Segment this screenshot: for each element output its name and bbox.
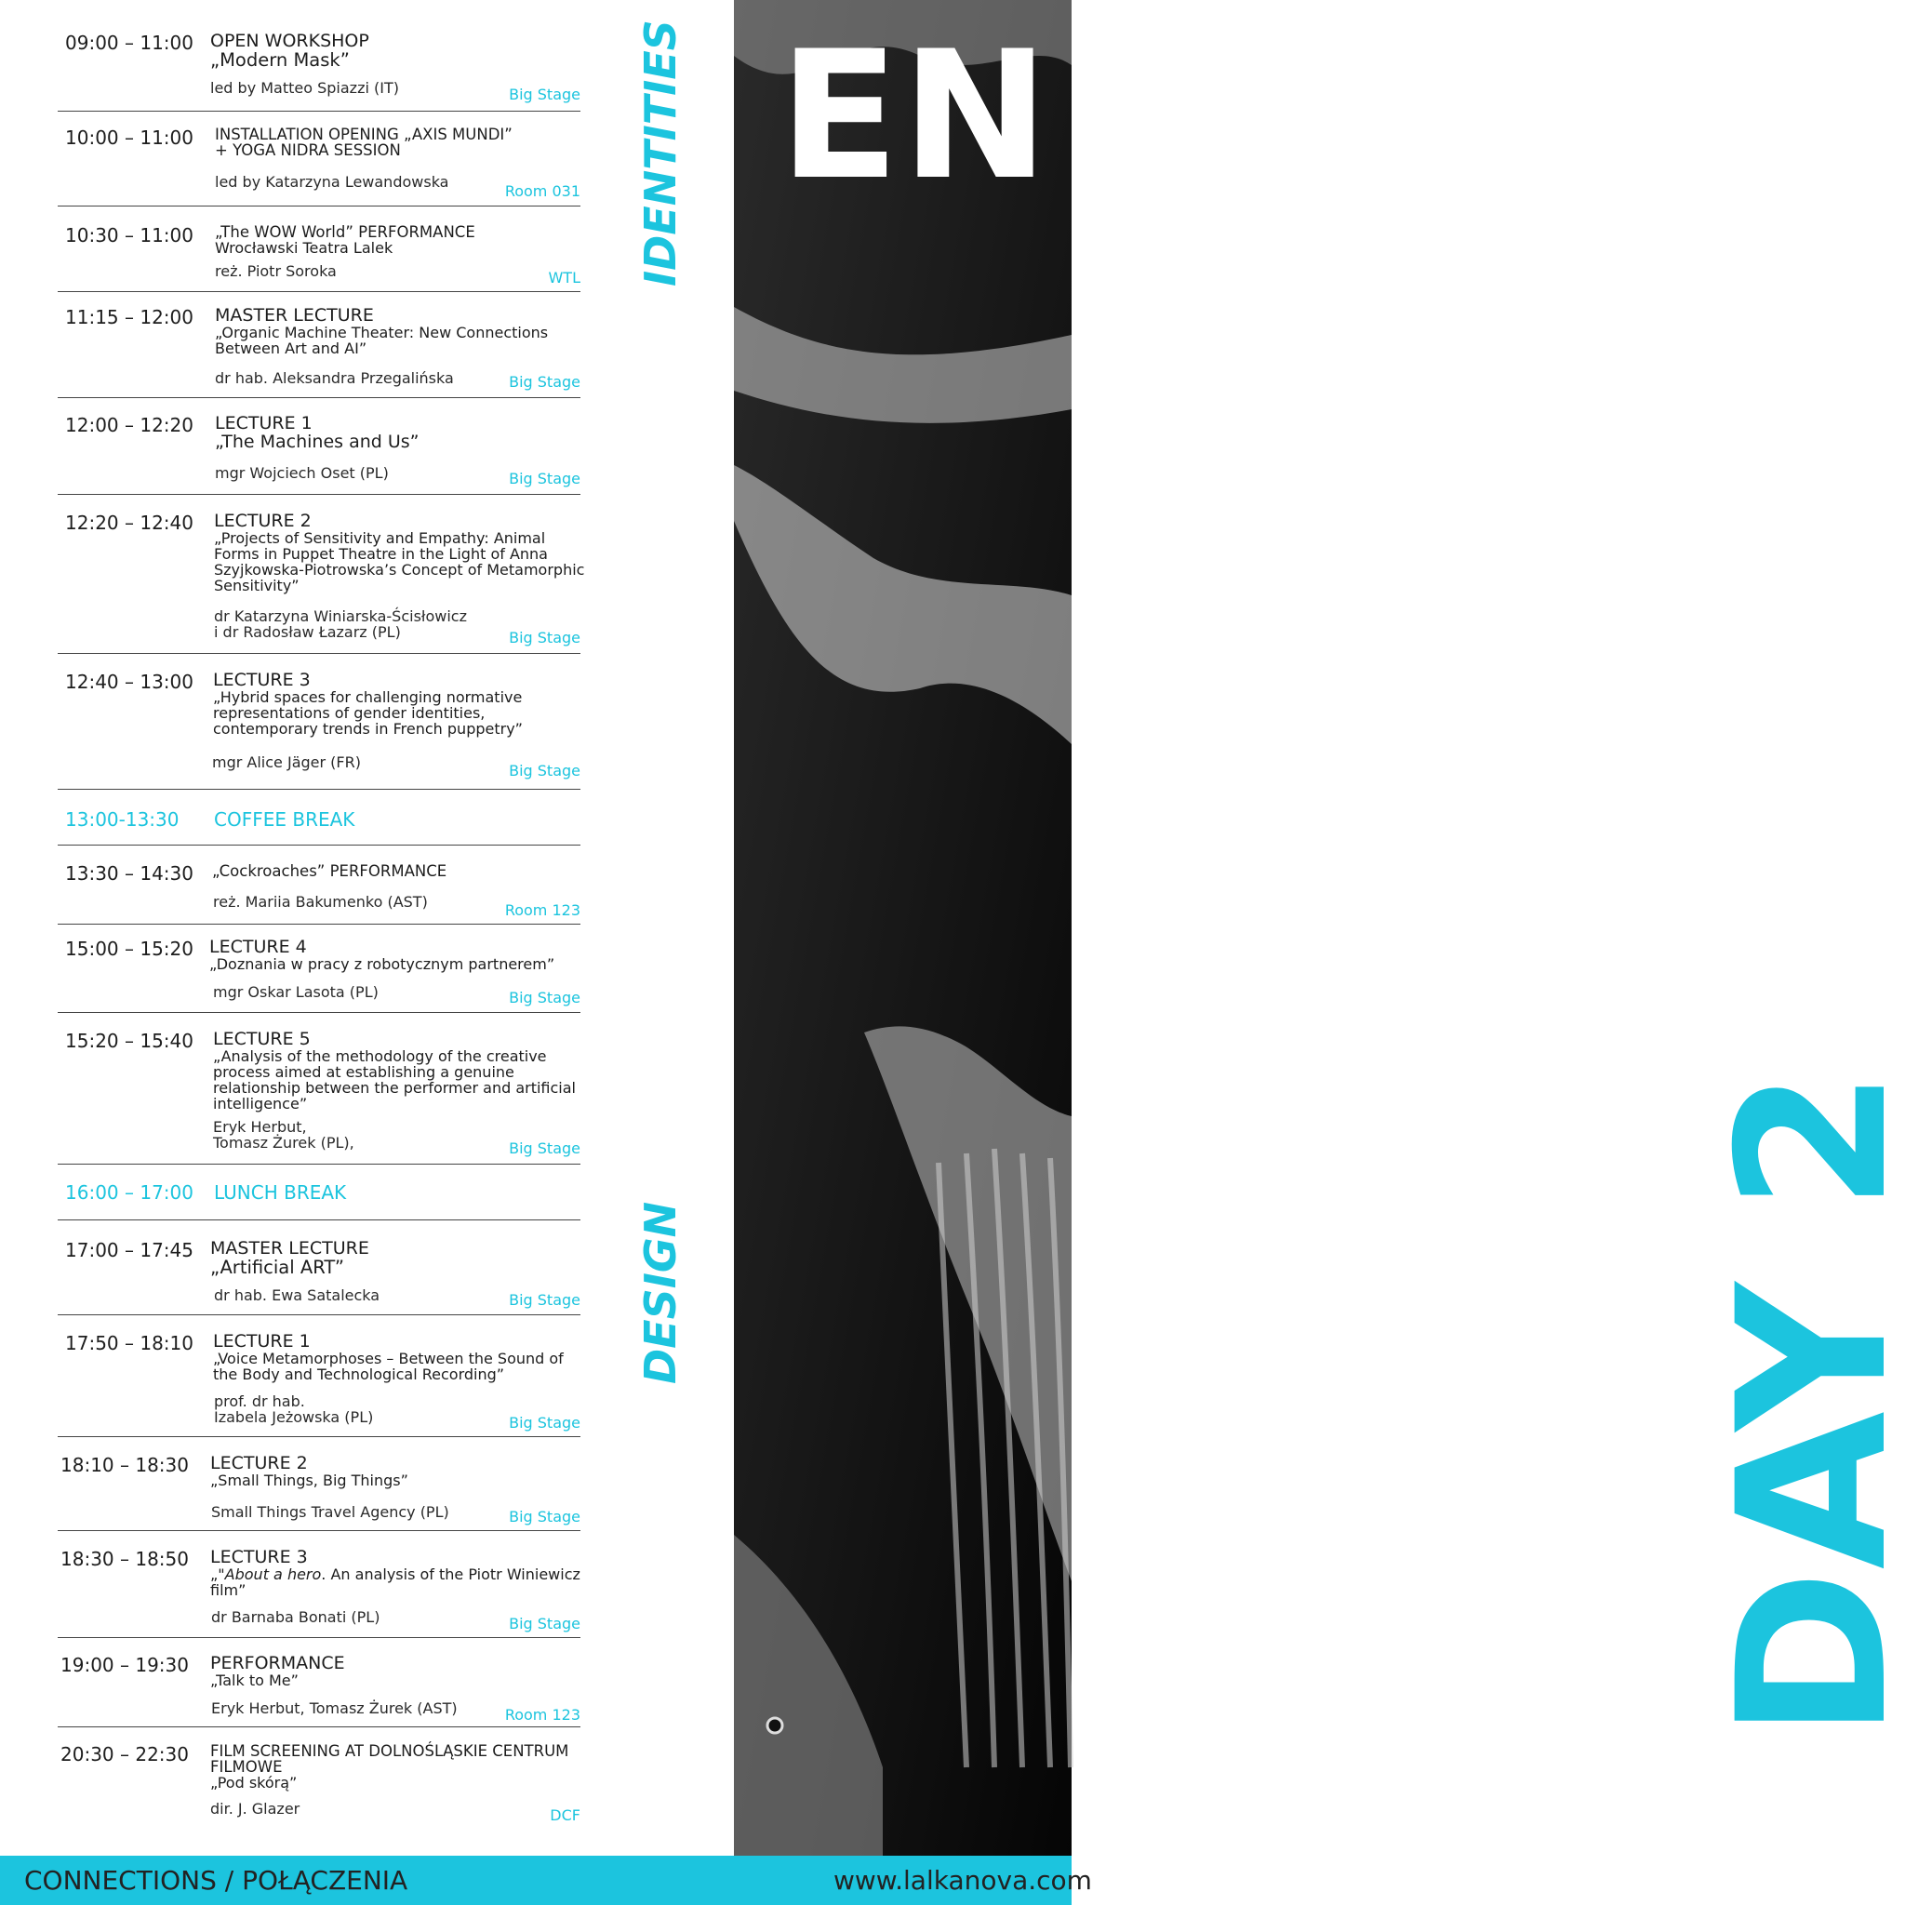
schedule-item xyxy=(58,1030,580,1165)
schedule-item xyxy=(58,938,580,1013)
session-type: LECTURE 1 xyxy=(213,1331,311,1352)
cover-photo xyxy=(734,0,1932,1868)
theme-design: DESIGN xyxy=(635,1201,686,1384)
session-lead: prof. dr hab. xyxy=(214,1392,305,1410)
session-venue: Big Stage xyxy=(509,1291,580,1309)
session-lead: mgr Oskar Lasota (PL) xyxy=(213,983,379,1001)
session-title: „Projects of Sensitivity and Empathy: Animal Forms in Puppet Theatre in the Light of Anna Szyjkowska-Piotrowska’s Concept of Metamorphic Sensitivity” xyxy=(214,529,585,594)
session-title: „Analysis of the methodology of the creative process aimed at establishing a genuine relationship between the performer and artificial intelligence” xyxy=(213,1047,576,1112)
session-type: LECTURE 3 xyxy=(210,1547,308,1567)
session-venue: Big Stage xyxy=(509,470,580,487)
puppet-photo-image xyxy=(734,0,1072,1868)
session-venue: Big Stage xyxy=(509,373,580,391)
session-title: + YOGA NIDRA SESSION xyxy=(215,141,401,159)
schedule-item xyxy=(58,414,580,495)
session-venue: Big Stage xyxy=(509,1139,580,1157)
session-time: 12:20 – 12:40 xyxy=(65,512,193,534)
session-lead: reż. Piotr Soroka xyxy=(215,262,337,280)
session-lead: dr Katarzyna Winiarska-Ścisłowicz xyxy=(214,607,467,625)
session-type: OPEN WORKSHOP xyxy=(210,31,369,51)
schedule-item xyxy=(58,1454,580,1531)
session-type: INSTALLATION OPENING „AXIS MUNDI” xyxy=(215,126,513,143)
session-title: „Artificial ART” xyxy=(210,1257,344,1278)
session-venue: Room 123 xyxy=(504,1706,580,1724)
schedule-item xyxy=(58,1548,580,1638)
schedule-item xyxy=(58,862,580,925)
session-lead: reż. Mariia Bakumenko (AST) xyxy=(213,893,428,911)
session-time: 17:00 – 17:45 xyxy=(65,1239,193,1261)
session-title: „Talk to Me” xyxy=(210,1672,299,1689)
session-time: 15:00 – 15:20 xyxy=(65,938,193,960)
session-time: 17:50 – 18:10 xyxy=(65,1332,193,1354)
session-lead: mgr Alice Jäger (FR) xyxy=(212,753,361,771)
schedule-item xyxy=(58,511,585,654)
session-title-rest: . An analysis of the Piotr Winiewicz film” xyxy=(210,1565,580,1599)
session-venue: DCF xyxy=(550,1806,580,1824)
session-type: PERFORMANCE xyxy=(210,1653,345,1673)
session-time: 20:30 – 22:30 xyxy=(60,1743,189,1765)
session-title-prefix: „" xyxy=(210,1565,225,1583)
session-time: 12:00 – 12:20 xyxy=(65,414,193,436)
session-lead: Eryk Herbut, Tomasz Żurek (AST) xyxy=(211,1699,458,1717)
session-title: „Modern Mask” xyxy=(210,49,350,71)
footer-bar xyxy=(0,1856,1092,1905)
session-lead: Small Things Travel Agency (PL) xyxy=(211,1503,449,1521)
session-type: MASTER LECTURE xyxy=(210,1238,369,1259)
session-title: „Doznania w pracy z robotycznym partnerem” xyxy=(209,955,555,973)
break-time: 16:00 – 17:00 xyxy=(65,1181,193,1204)
schedule-item xyxy=(58,1332,580,1437)
session-lead-2: i dr Radosław Łazarz (PL) xyxy=(214,623,401,641)
session-title: „The Machines and Us” xyxy=(215,432,420,452)
session-venue: Big Stage xyxy=(509,1615,580,1632)
session-type: LECTURE 2 xyxy=(214,511,312,531)
break-name: COFFEE BREAK xyxy=(214,808,355,831)
session-lead: mgr Wojciech Oset (PL) xyxy=(215,464,389,482)
session-title: „Small Things, Big Things” xyxy=(210,1472,408,1489)
schedule-item xyxy=(58,306,580,398)
break-name: LUNCH BREAK xyxy=(214,1181,347,1204)
session-type: LECTURE 2 xyxy=(210,1453,308,1473)
schedule-item xyxy=(58,1654,580,1727)
session-title: Wrocławski Teatra Lalek xyxy=(215,239,393,257)
session-time: 10:30 – 11:00 xyxy=(65,224,193,246)
session-title: „Organic Machine Theater: New Connections Between Art and AI” xyxy=(215,324,549,357)
session-time: 09:00 – 11:00 xyxy=(65,32,193,54)
session-venue: Big Stage xyxy=(509,1508,580,1525)
session-time: 18:30 – 18:50 xyxy=(60,1548,189,1570)
schedule-item xyxy=(58,1239,580,1315)
session-time: 13:30 – 14:30 xyxy=(65,862,193,885)
session-time: 18:10 – 18:30 xyxy=(60,1454,189,1476)
session-title: „Hybrid spaces for challenging normative representations of gender identities, contemporary trends in French puppetry” xyxy=(213,688,523,738)
session-lead-2: Izabela Jeżowska (PL) xyxy=(214,1408,374,1426)
session-lead: dr hab. Ewa Satalecka xyxy=(214,1286,380,1304)
session-lead: led by Matteo Spiazzi (IT) xyxy=(210,79,399,97)
session-type: „Cockroaches” PERFORMANCE xyxy=(212,862,447,880)
break-time: 13:00-13:30 xyxy=(65,808,180,831)
session-venue: Big Stage xyxy=(509,1414,580,1432)
schedule-item xyxy=(58,224,580,292)
session-title: „Pod skórą” xyxy=(210,1774,298,1792)
session-type: LECTURE 1 xyxy=(215,413,313,433)
session-lead-2: Tomasz Żurek (PL), xyxy=(213,1134,354,1152)
session-title: „Voice Metamorphoses – Between the Sound of the Body and Technological Recording” xyxy=(213,1350,564,1383)
session-venue: Big Stage xyxy=(509,629,580,646)
schedule-item xyxy=(58,32,580,112)
session-time: 11:15 – 12:00 xyxy=(65,306,193,328)
session-lead: dr Barnaba Bonati (PL) xyxy=(211,1608,380,1626)
session-lead: led by Katarzyna Lewandowska xyxy=(215,173,449,191)
footer-title: CONNECTIONS / POŁĄCZENIA xyxy=(24,1865,408,1896)
coffee-break xyxy=(58,808,580,846)
schedule-item xyxy=(58,671,580,790)
session-venue: Big Stage xyxy=(509,989,580,1006)
lunch-break xyxy=(58,1181,580,1220)
session-time: 10:00 – 11:00 xyxy=(65,127,193,149)
session-venue: WTL xyxy=(548,269,580,286)
session-venue: Big Stage xyxy=(509,86,580,103)
session-venue: Big Stage xyxy=(509,762,580,779)
language-label: EN xyxy=(779,13,1051,219)
schedule-item xyxy=(58,127,580,206)
session-type: LECTURE 3 xyxy=(213,670,311,690)
session-venue: Room 123 xyxy=(504,901,580,919)
session-type: MASTER LECTURE xyxy=(215,305,374,326)
website-link[interactable]: www.lalkanova.com xyxy=(833,1865,1092,1896)
session-type: FILM SCREENING AT DOLNOŚLĄSKIE CENTRUM FILMOWE xyxy=(210,1742,569,1776)
session-type: LECTURE 4 xyxy=(209,937,307,957)
session-time: 15:20 – 15:40 xyxy=(65,1030,193,1052)
schedule-item xyxy=(58,1743,580,1827)
session-type: LECTURE 5 xyxy=(213,1029,311,1049)
session-title-italic: About a hero xyxy=(224,1565,322,1583)
theme-identities: IDENTITIES xyxy=(635,20,686,286)
session-lead: dir. J. Glazer xyxy=(210,1800,300,1818)
session-lead: dr hab. Aleksandra Przegalińska xyxy=(215,369,454,387)
session-time: 12:40 – 13:00 xyxy=(65,671,193,693)
session-lead: Eryk Herbut, xyxy=(213,1118,307,1136)
day-label: DAY 2 xyxy=(1694,1069,1932,1739)
session-time: 19:00 – 19:30 xyxy=(60,1654,189,1676)
session-type: „The WOW World” PERFORMANCE xyxy=(215,223,475,241)
session-venue: Room 031 xyxy=(504,182,580,200)
